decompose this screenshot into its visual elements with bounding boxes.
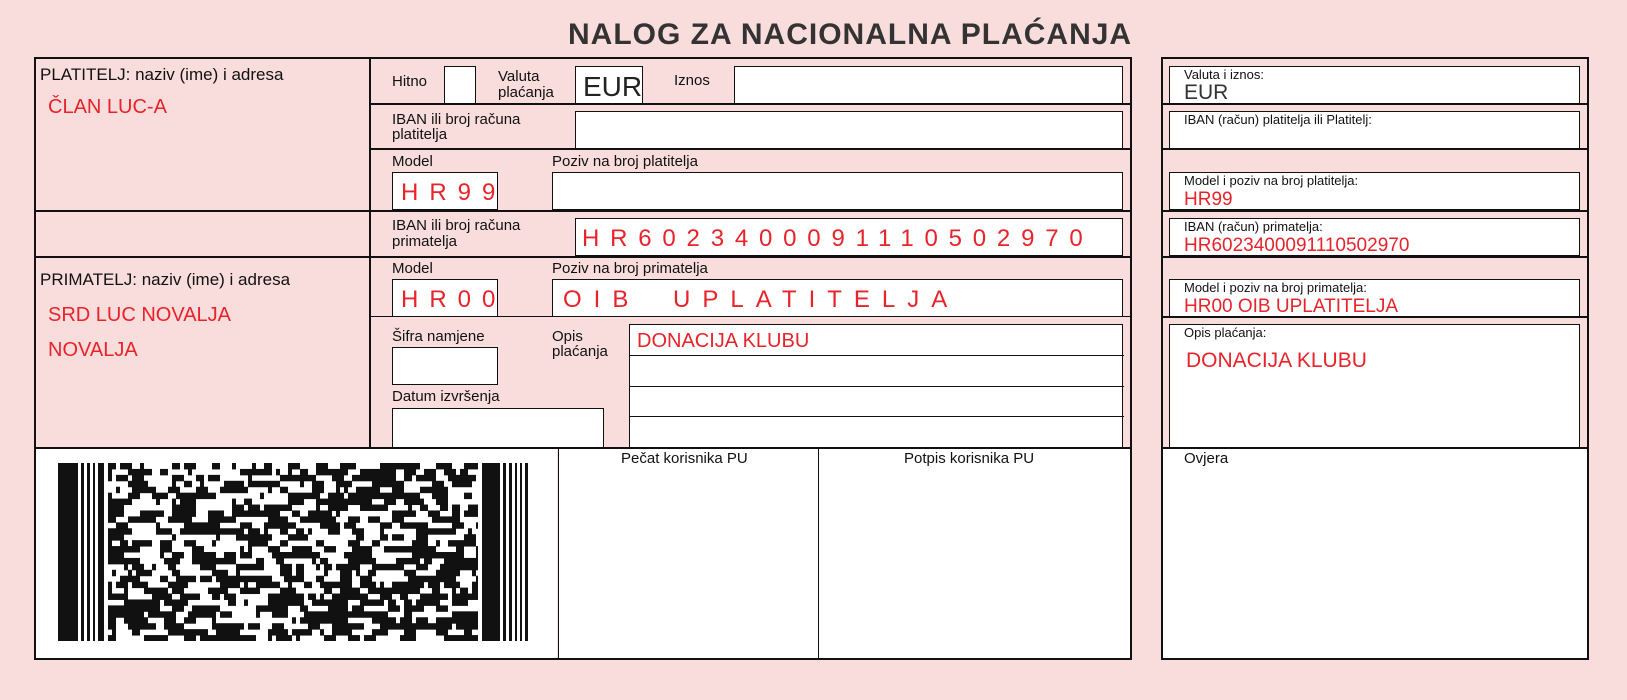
receipt-currency-value: EUR [1184,81,1229,104]
receipt-verification-area[interactable] [1163,449,1587,658]
payer-label: PLATITELJ: naziv (ime) i adresa [40,65,284,84]
payee-city[interactable]: NOVALJA [48,339,138,361]
receipt-payee-iban-field[interactable] [1169,218,1580,256]
execution-date-field[interactable] [392,408,604,448]
receipt-payee-iban-value: HR6023400091110502970 [1184,235,1410,256]
signature-label: Potpis korisnika PU [904,450,1035,467]
signature-area[interactable] [819,449,1130,658]
execution-date-label: Datum izvršenja [392,388,500,405]
description-label-1: Opis [552,328,583,345]
amount-label: Iznos [674,72,710,89]
purpose-code-field[interactable] [392,347,498,385]
payer-model-label: Model [392,153,433,170]
stamp-label: Pečat korisnika PU [621,450,748,467]
description-field[interactable] [629,324,1123,448]
receipt-payer-model-value: HR99 [1184,189,1233,210]
payee-name[interactable]: SRD LUC NOVALJA [48,304,232,326]
receipt-payer-model-field[interactable] [1169,172,1580,210]
payer-iban-label-1: IBAN ili broj računa [392,111,521,128]
receipt-currency-field[interactable] [1169,66,1580,104]
payee-iban-label-1: IBAN ili broj računa [392,217,521,234]
receipt-description-field[interactable] [1169,324,1580,448]
receipt-payee-model-field[interactable] [1169,279,1580,317]
payer-iban-field[interactable] [575,111,1123,149]
payer-reference-label: Poziv na broj platitelja [552,153,698,170]
payee-iban-label-2: primatelja [392,233,458,250]
payee-model-label: Model [392,260,433,277]
receipt-currency-label: Valuta i iznos: [1184,67,1264,82]
payee-model-field[interactable] [392,279,507,317]
currency-field[interactable] [575,66,643,104]
stamp-area[interactable] [559,449,818,658]
receipt-description-label: Opis plaćanja: [1184,325,1267,340]
payer-name[interactable]: ČLAN LUC-A [48,96,167,118]
payee-model-value: HR00 [401,286,507,313]
page-title: NALOG ZA NACIONALNA PLAĆANJA [568,18,1133,51]
receipt-payer-iban-label: IBAN (račun) platitelja ili Platitelj: [1184,112,1372,127]
payee-iban-value: HR6023400091110502970 [582,225,1094,252]
payer-model-field[interactable] [392,172,507,210]
payer-iban-label-2: platitelja [392,126,448,143]
receipt-payer-iban-field[interactable] [1169,111,1580,149]
receipt-payer-model-label: Model i poziv na broj platitelja: [1184,173,1359,188]
payee-iban-field[interactable] [575,218,1123,256]
description-value: DONACIJA KLUBU [637,330,810,352]
urgent-label: Hitno [392,73,428,90]
receipt-payee-model-label: Model i poziv na broj primatelja: [1184,280,1367,295]
currency-label-1: Valuta [498,68,540,85]
payee-reference-value: OIB UPLATITELJA [563,286,960,313]
receipt-verification-label: Ovjera [1184,450,1229,467]
payee-reference-label: Poziv na broj primatelja [552,260,708,277]
barcode-graphic [58,463,534,641]
currency-label-2: plaćanja [498,84,554,101]
payee-reference-field[interactable] [552,279,1123,317]
receipt-description-value: DONACIJA KLUBU [1186,349,1367,372]
payer-model-value: HR99 [401,179,507,206]
urgent-checkbox[interactable] [444,66,476,104]
pdf417-barcode [58,463,534,641]
description-label-2: plaćanja [552,343,608,360]
receipt-payee-iban-label: IBAN (račun) primatelja: [1184,219,1323,234]
receipt-payee-model-value: HR00 OIB UPLATITELJA [1184,296,1398,317]
purpose-code-label: Šifra namjene [392,328,485,345]
currency-value: EUR [583,71,643,102]
amount-field[interactable] [734,66,1123,104]
payee-label: PRIMATELJ: naziv (ime) i adresa [40,270,291,289]
payer-reference-field[interactable] [552,172,1123,210]
